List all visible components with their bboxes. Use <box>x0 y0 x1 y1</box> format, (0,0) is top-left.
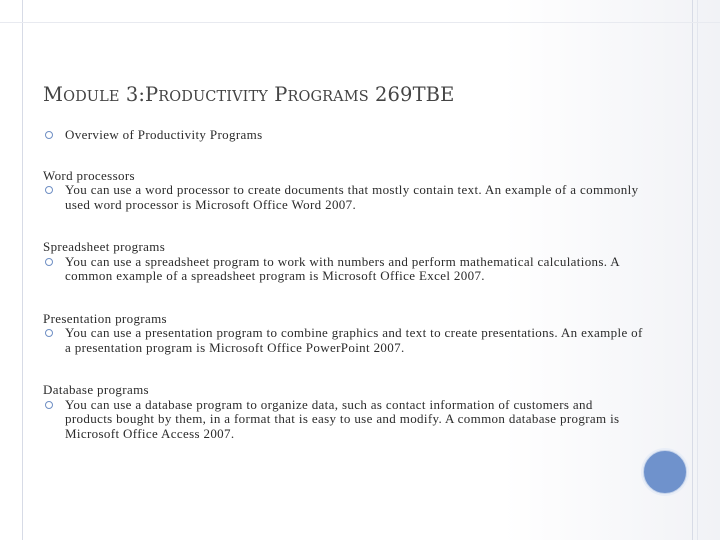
slide-content <box>43 128 643 441</box>
section-heading: Database programs <box>43 382 149 397</box>
slide-border-right <box>692 0 693 540</box>
overview-bullet <box>43 128 643 143</box>
slide-border-right-outer <box>697 0 698 540</box>
title-suffix: TBE <box>412 83 455 106</box>
section-spreadsheet-programs <box>43 240 643 284</box>
bullet-circle-icon <box>45 186 53 194</box>
title-page-number: 269 <box>368 83 413 106</box>
bullet-text: You can use a spreadsheet program to work with numbers and perform mathematical calculations. A common example of a spreadsheet program is Microsoft Office Excel 2007. <box>65 253 620 283</box>
title-letter: M <box>43 83 64 106</box>
bullet-text: You can use a presentation program to combine graphics and text to create presentations. An example of a presentation program is Microsoft Office PowerPoint 2007. <box>65 325 643 355</box>
bullet-circle-icon <box>45 401 53 409</box>
section-heading: Spreadsheet programs <box>43 239 166 254</box>
section-bullet <box>43 255 643 284</box>
section-heading: Word processors <box>43 167 135 183</box>
title-letter: P <box>267 83 288 106</box>
section-word-processors <box>43 169 643 213</box>
section-database-programs <box>43 383 643 441</box>
section-bullet <box>43 398 643 442</box>
section-bullet <box>43 183 643 212</box>
title-word: ROGRAMS <box>287 89 369 105</box>
title-word: RODUCTIVITY <box>158 89 268 105</box>
section-bullet <box>43 326 643 355</box>
title-number: 3: <box>119 83 146 106</box>
decorative-circle <box>643 450 687 494</box>
title-letter: P <box>145 83 159 106</box>
bullet-circle-icon <box>45 258 53 266</box>
bullet-text: You can use a word processor to create documents that mostly contain text. An example of a commonly used word processor is Microsoft Office Word 2007. <box>65 182 639 212</box>
bullet-circle-icon <box>45 131 53 139</box>
overview-text: Overview of Productivity Programs <box>65 127 263 142</box>
section-presentation-programs <box>43 312 643 356</box>
title-word: ODULE <box>63 89 120 105</box>
slide-border-left <box>22 0 23 540</box>
bullet-circle-icon <box>45 329 53 337</box>
slide-border-top <box>0 22 720 23</box>
slide-title <box>43 83 683 106</box>
bullet-text: You can use a database program to organize data, such as contact information of customers and products bought by them, in a format that is easy to use and modify. A common database program is Microsoft Office Access 2007. <box>65 396 620 441</box>
section-heading: Presentation programs <box>43 310 167 326</box>
